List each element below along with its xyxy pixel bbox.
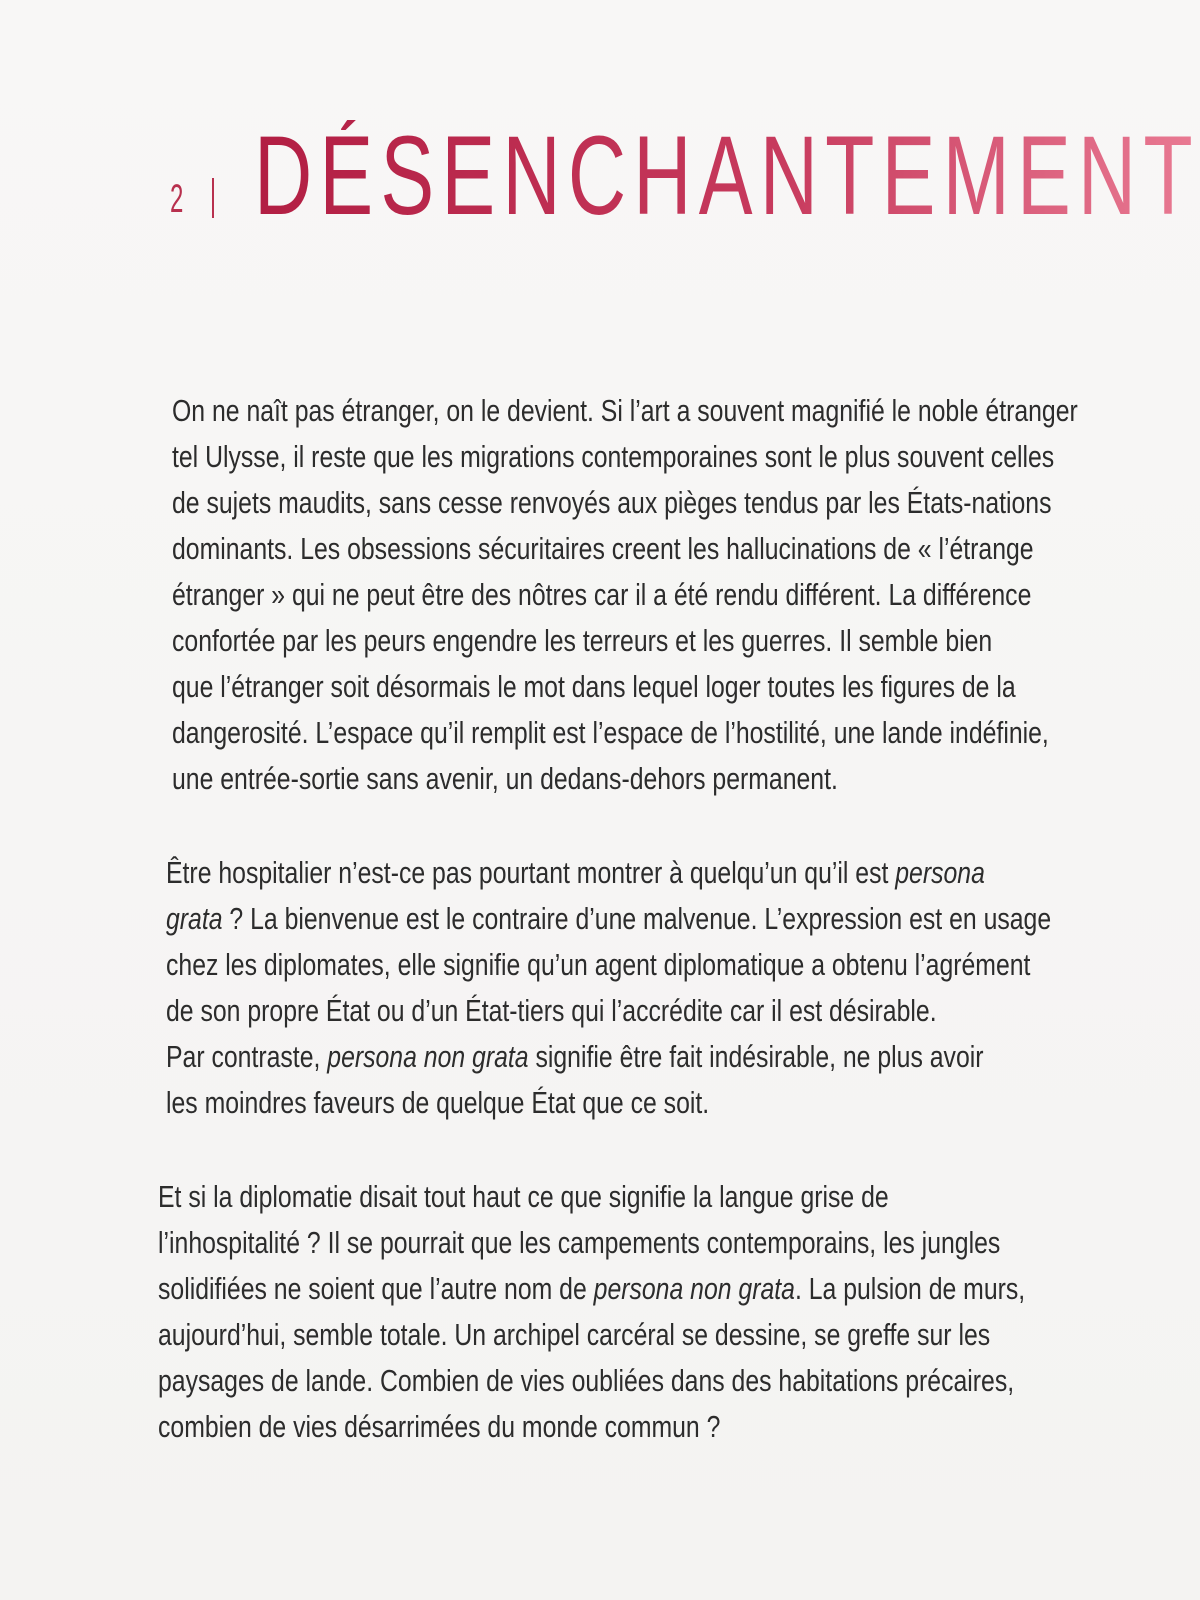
- italic-text: grata: [166, 901, 223, 936]
- text-segment: l’inhospitalité ? Il se pourrait que les campements contemporains, les jungles: [158, 1225, 1001, 1260]
- text-line: [166, 942, 1031, 988]
- text-segment: ? La bienvenue est le contraire d’une malvenue. L’expression est en usage: [222, 901, 1052, 936]
- text-segment: Être hospitalier n’est-ce pas pourtant montrer à quelqu’un qu’il est: [166, 855, 896, 890]
- text-segment: étranger » qui ne peut être des nôtres car il a été rendu différent. La différence: [172, 577, 1032, 612]
- paragraph-2: [166, 850, 1200, 1126]
- text-segment: aujourd’hui, semble totale. Un archipel carcéral se dessine, se greffe sur les: [158, 1317, 991, 1352]
- text-segment: tel Ulysse, il reste que les migrations contemporaines sont le plus souvent celles: [172, 439, 1055, 474]
- text-segment: une entrée-sortie sans avenir, un dedans-dehors permanent.: [172, 761, 838, 796]
- text-segment: que l’étranger soit désormais le mot dans lequel loger toutes les figures de la: [172, 669, 1016, 704]
- italic-text: persona non grata: [593, 1271, 795, 1306]
- text-segment: dangerosité. L’espace qu’il remplit est l’espace de l’hostilité, une lande indéfinie,: [172, 715, 1049, 750]
- text-line: [166, 1080, 1008, 1126]
- text-segment: chez les diplomates, elle signifie qu’un agent diplomatique a obtenu l’agrément: [166, 947, 1031, 982]
- text-line: [172, 756, 1009, 802]
- text-line: [158, 1312, 1006, 1358]
- text-segment: paysages de lande. Combien de vies oubliées dans des habitations précaires,: [158, 1363, 1015, 1398]
- section-divider: [212, 178, 214, 218]
- text-segment: Par contraste,: [166, 1039, 328, 1074]
- paragraph-1: [172, 388, 1200, 802]
- text-line: [172, 480, 1052, 526]
- text-segment: dominants. Les obsessions sécuritaires creent les hallucinations de « l’étrange: [172, 531, 1034, 566]
- italic-text: persona non grata: [327, 1039, 529, 1074]
- text-line: [172, 388, 1078, 434]
- text-line: [166, 988, 1008, 1034]
- text-line: [158, 1404, 1006, 1450]
- text-segment: de sujets maudits, sans cesse renvoyés aux pièges tendus par les États-nations: [172, 485, 1052, 520]
- text-line: [158, 1174, 1006, 1220]
- text-line: [172, 618, 1009, 664]
- text-line: [172, 434, 1055, 480]
- text-line: [172, 710, 1049, 756]
- text-line: [166, 850, 1008, 896]
- text-segment: les moindres faveurs de quelque État que ce soit.: [166, 1085, 710, 1120]
- page-title: DÉSENCHANTEMENT: [254, 113, 1200, 238]
- text-segment: . La pulsion de murs,: [794, 1271, 1026, 1306]
- text-line: [172, 526, 1034, 572]
- body-text: [158, 388, 1200, 1498]
- text-line: [172, 572, 1032, 618]
- text-line: [166, 896, 1052, 942]
- text-line: [166, 1034, 1008, 1080]
- italic-text: persona: [895, 855, 985, 890]
- text-segment: Et si la diplomatie disait tout haut ce que signifie la langue grise de: [158, 1179, 889, 1214]
- text-segment: signifie être fait indésirable, ne plus avoir: [528, 1039, 984, 1074]
- text-segment: confortée par les peurs engendre les terreurs et les guerres. Il semble bien: [172, 623, 993, 658]
- text-segment: solidifiées ne soient que l’autre nom de: [158, 1271, 594, 1306]
- text-line: [172, 664, 1016, 710]
- section-heading: [170, 112, 1200, 238]
- section-number: 2: [170, 177, 184, 221]
- text-line: [158, 1266, 1026, 1312]
- paragraph-3: [158, 1174, 1200, 1450]
- text-segment: combien de vies désarrimées du monde commun ?: [158, 1409, 721, 1444]
- text-segment: de son propre État ou d’un État-tiers qui l’accrédite car il est désirable.: [166, 993, 937, 1028]
- text-segment: On ne naît pas étranger, on le devient. Si l’art a souvent magnifié le noble étranger: [172, 393, 1078, 428]
- text-line: [158, 1220, 1006, 1266]
- text-line: [158, 1358, 1015, 1404]
